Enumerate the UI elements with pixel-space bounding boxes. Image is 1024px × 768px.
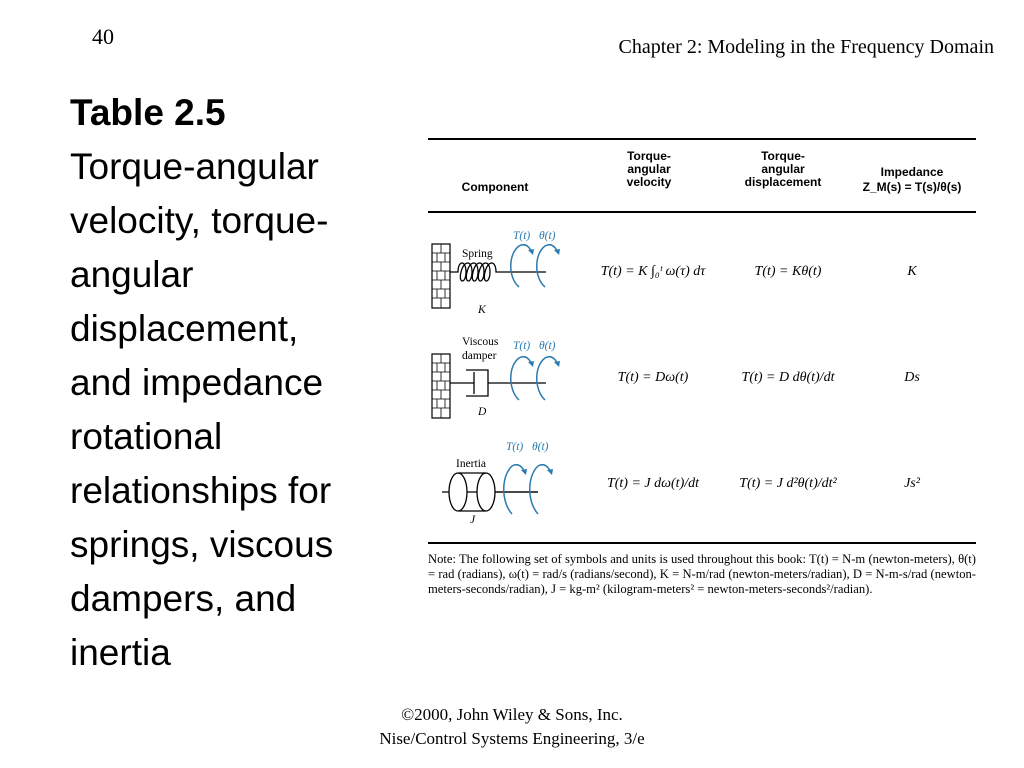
inertia-angle-label: θ(t): [532, 441, 549, 453]
spring-diagram: [432, 244, 560, 308]
header-velocity: [604, 150, 694, 189]
header-displacement-line: Torque-: [761, 149, 805, 163]
spring-constant-label: K: [478, 304, 486, 316]
torque-arrow-icon: [504, 465, 525, 514]
damper-label: damper: [462, 350, 497, 362]
footer: [0, 703, 1024, 751]
torque-arrow-icon: [511, 245, 532, 287]
table-label: Table 2.5: [70, 92, 226, 133]
spring-torque-label: T(t): [513, 230, 531, 242]
header-displacement-line: displacement: [744, 175, 822, 189]
header-impedance-line: Impedance: [880, 165, 944, 179]
damper-angle-label: θ(t): [539, 340, 556, 352]
table-note: Note: The following set of symbols and units is used throughout this book: T(t) = N-m (newton-meters), θ(t) = rad (radians), ω(t) = rad/s (radians/second), K = N-m/rad (newton-meters/radian), D = N-m-s/rad (newton-meters-seconds/radian), J = kg-m² (kilogram-meters² = newton-meters-seconds²/radian).: [428, 552, 976, 596]
damper-diagram: [432, 354, 560, 418]
spring-label: Spring: [462, 248, 493, 260]
title-line: rotational: [70, 416, 223, 457]
title-line: displacement,: [70, 308, 299, 349]
inertia-displacement-formula: T(t) = J d²θ(t)/dt²: [739, 476, 837, 491]
damper-torque-label: T(t): [513, 340, 531, 352]
spring-impedance: K: [907, 264, 917, 279]
inertia-label: Inertia: [456, 458, 487, 470]
header-displacement: [728, 150, 838, 189]
spring-displacement-formula: T(t) = Kθ(t): [754, 264, 822, 279]
table-bottom-rule: [428, 542, 976, 544]
angle-arrow-icon: [530, 465, 551, 514]
title-line: springs, viscous: [70, 524, 334, 565]
title-line: inertia: [70, 632, 171, 673]
angle-arrow-icon: [537, 245, 558, 287]
inertia-cylinder-icon: [449, 473, 467, 511]
damper-impedance: Ds: [904, 370, 920, 385]
spring-angle-label: θ(t): [539, 230, 556, 242]
header-component: Component: [461, 180, 529, 194]
viscous-label: Viscous: [462, 336, 499, 348]
damper-displacement-formula: T(t) = D dθ(t)/dt: [741, 370, 835, 385]
inertia-constant-label: J: [470, 514, 476, 526]
header-impedance-formula: Z_M(s) = T(s)/θ(s): [862, 180, 962, 194]
inertia-torque-label: T(t): [506, 441, 524, 453]
title-line: and impedance: [70, 362, 324, 403]
chapter-header: Chapter 2: Modeling in the Frequency Domain: [618, 36, 994, 58]
title-line: dampers, and: [70, 578, 297, 619]
title-line: angular: [70, 254, 194, 295]
header-velocity-line: angular: [627, 162, 671, 176]
title-line: velocity, torque-: [70, 200, 329, 241]
copyright-line: ©2000, John Wiley & Sons, Inc.: [401, 705, 623, 724]
inertia-velocity-formula: T(t) = J dω(t)/dt: [606, 476, 700, 491]
spring-coil-icon: [450, 263, 546, 281]
dashpot-icon: [450, 370, 546, 396]
inertia-impedance: Js²: [904, 476, 920, 491]
header-impedance: [848, 166, 976, 194]
header-bottom-rule: [428, 211, 976, 213]
header-velocity-line: velocity: [626, 175, 672, 189]
page-number: 40: [92, 24, 114, 49]
title-line: relationships for: [70, 470, 332, 511]
title-line: Torque-angular: [70, 146, 319, 187]
book-line: Nise/Control Systems Engineering, 3/e: [379, 729, 645, 748]
header-velocity-line: Torque-: [627, 149, 671, 163]
slide-title-block: [70, 86, 400, 680]
damper-constant-label: D: [478, 406, 487, 418]
angle-arrow-icon: [537, 357, 558, 400]
torque-arrow-icon: [511, 357, 532, 400]
inertia-diagram: [442, 465, 553, 514]
table-top-rule: [428, 138, 976, 140]
component-diagrams: [428, 222, 578, 542]
damper-velocity-formula: T(t) = Dω(t): [617, 370, 689, 385]
header-displacement-line: angular: [761, 162, 805, 176]
spring-velocity-formula: T(t) = K ∫₀ᵗ ω(τ) dτ: [600, 264, 706, 279]
